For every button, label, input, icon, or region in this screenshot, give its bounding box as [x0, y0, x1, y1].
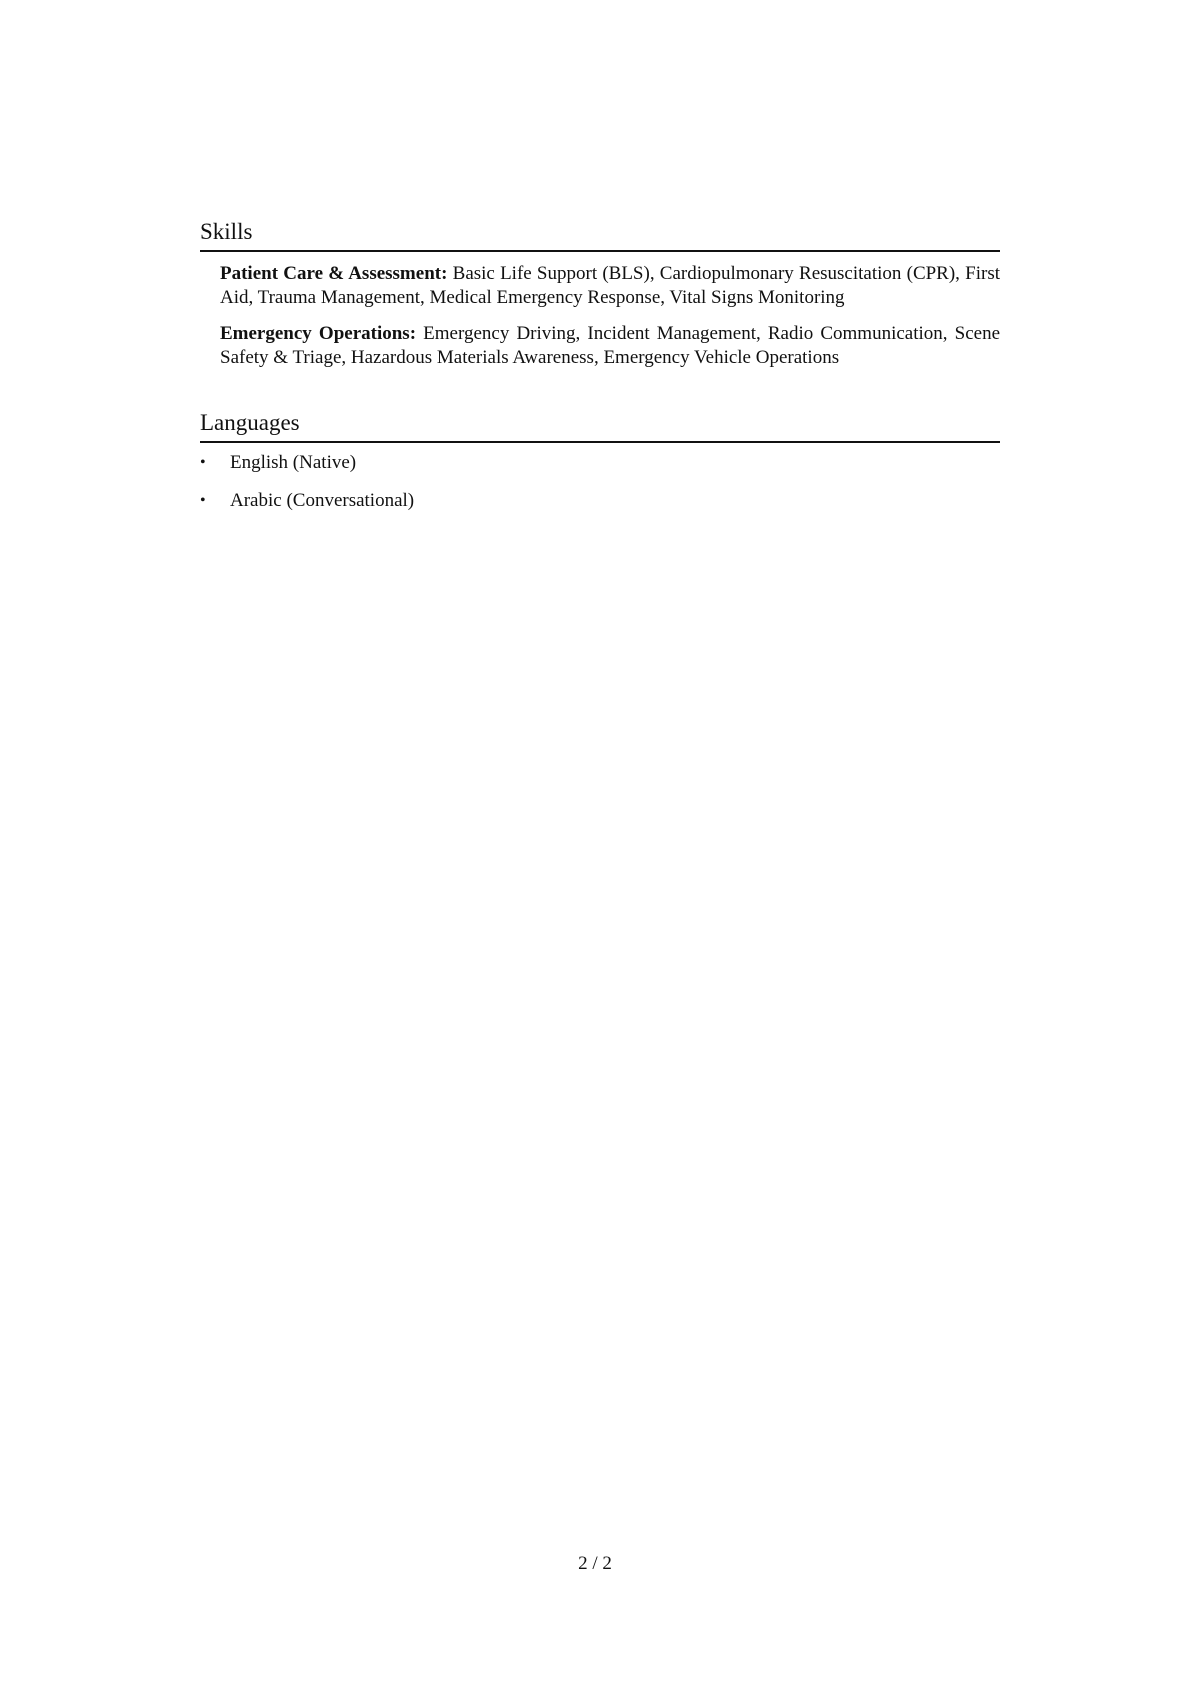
language-label: English (Native): [230, 452, 357, 473]
skill-group-items: Basic Life Support (BLS), Cardiopulmonary Resuscitation (CPR), First Aid, Trauma Management, Medical Emergency Response, Vital Signs Monitoring: [220, 263, 1000, 308]
languages-heading: Languages: [200, 409, 1000, 443]
page-number: 2 / 2: [578, 1553, 612, 1574]
skills-section: [200, 218, 1000, 370]
skill-group-patient-care: [220, 262, 1000, 310]
skills-heading: Skills: [200, 218, 1000, 252]
list-item: [200, 451, 1000, 475]
list-item: [200, 489, 1000, 513]
skill-group-emergency-operations: [220, 322, 1000, 370]
skill-group-items: Emergency Driving, Incident Management, Radio Communication, Scene Safety & Triage, Hazardous Materials Awareness, Emergency Vehicle Operations: [220, 323, 1001, 368]
language-label: Arabic (Conversational): [230, 490, 415, 511]
languages-section: [200, 409, 1000, 527]
bullet-icon: •: [200, 492, 206, 509]
bullet-icon: •: [200, 454, 206, 471]
skill-group-title: Patient Care & Assessment:: [220, 263, 448, 284]
languages-list: [200, 451, 1000, 513]
skill-group-title: Emergency Operations:: [220, 323, 417, 344]
